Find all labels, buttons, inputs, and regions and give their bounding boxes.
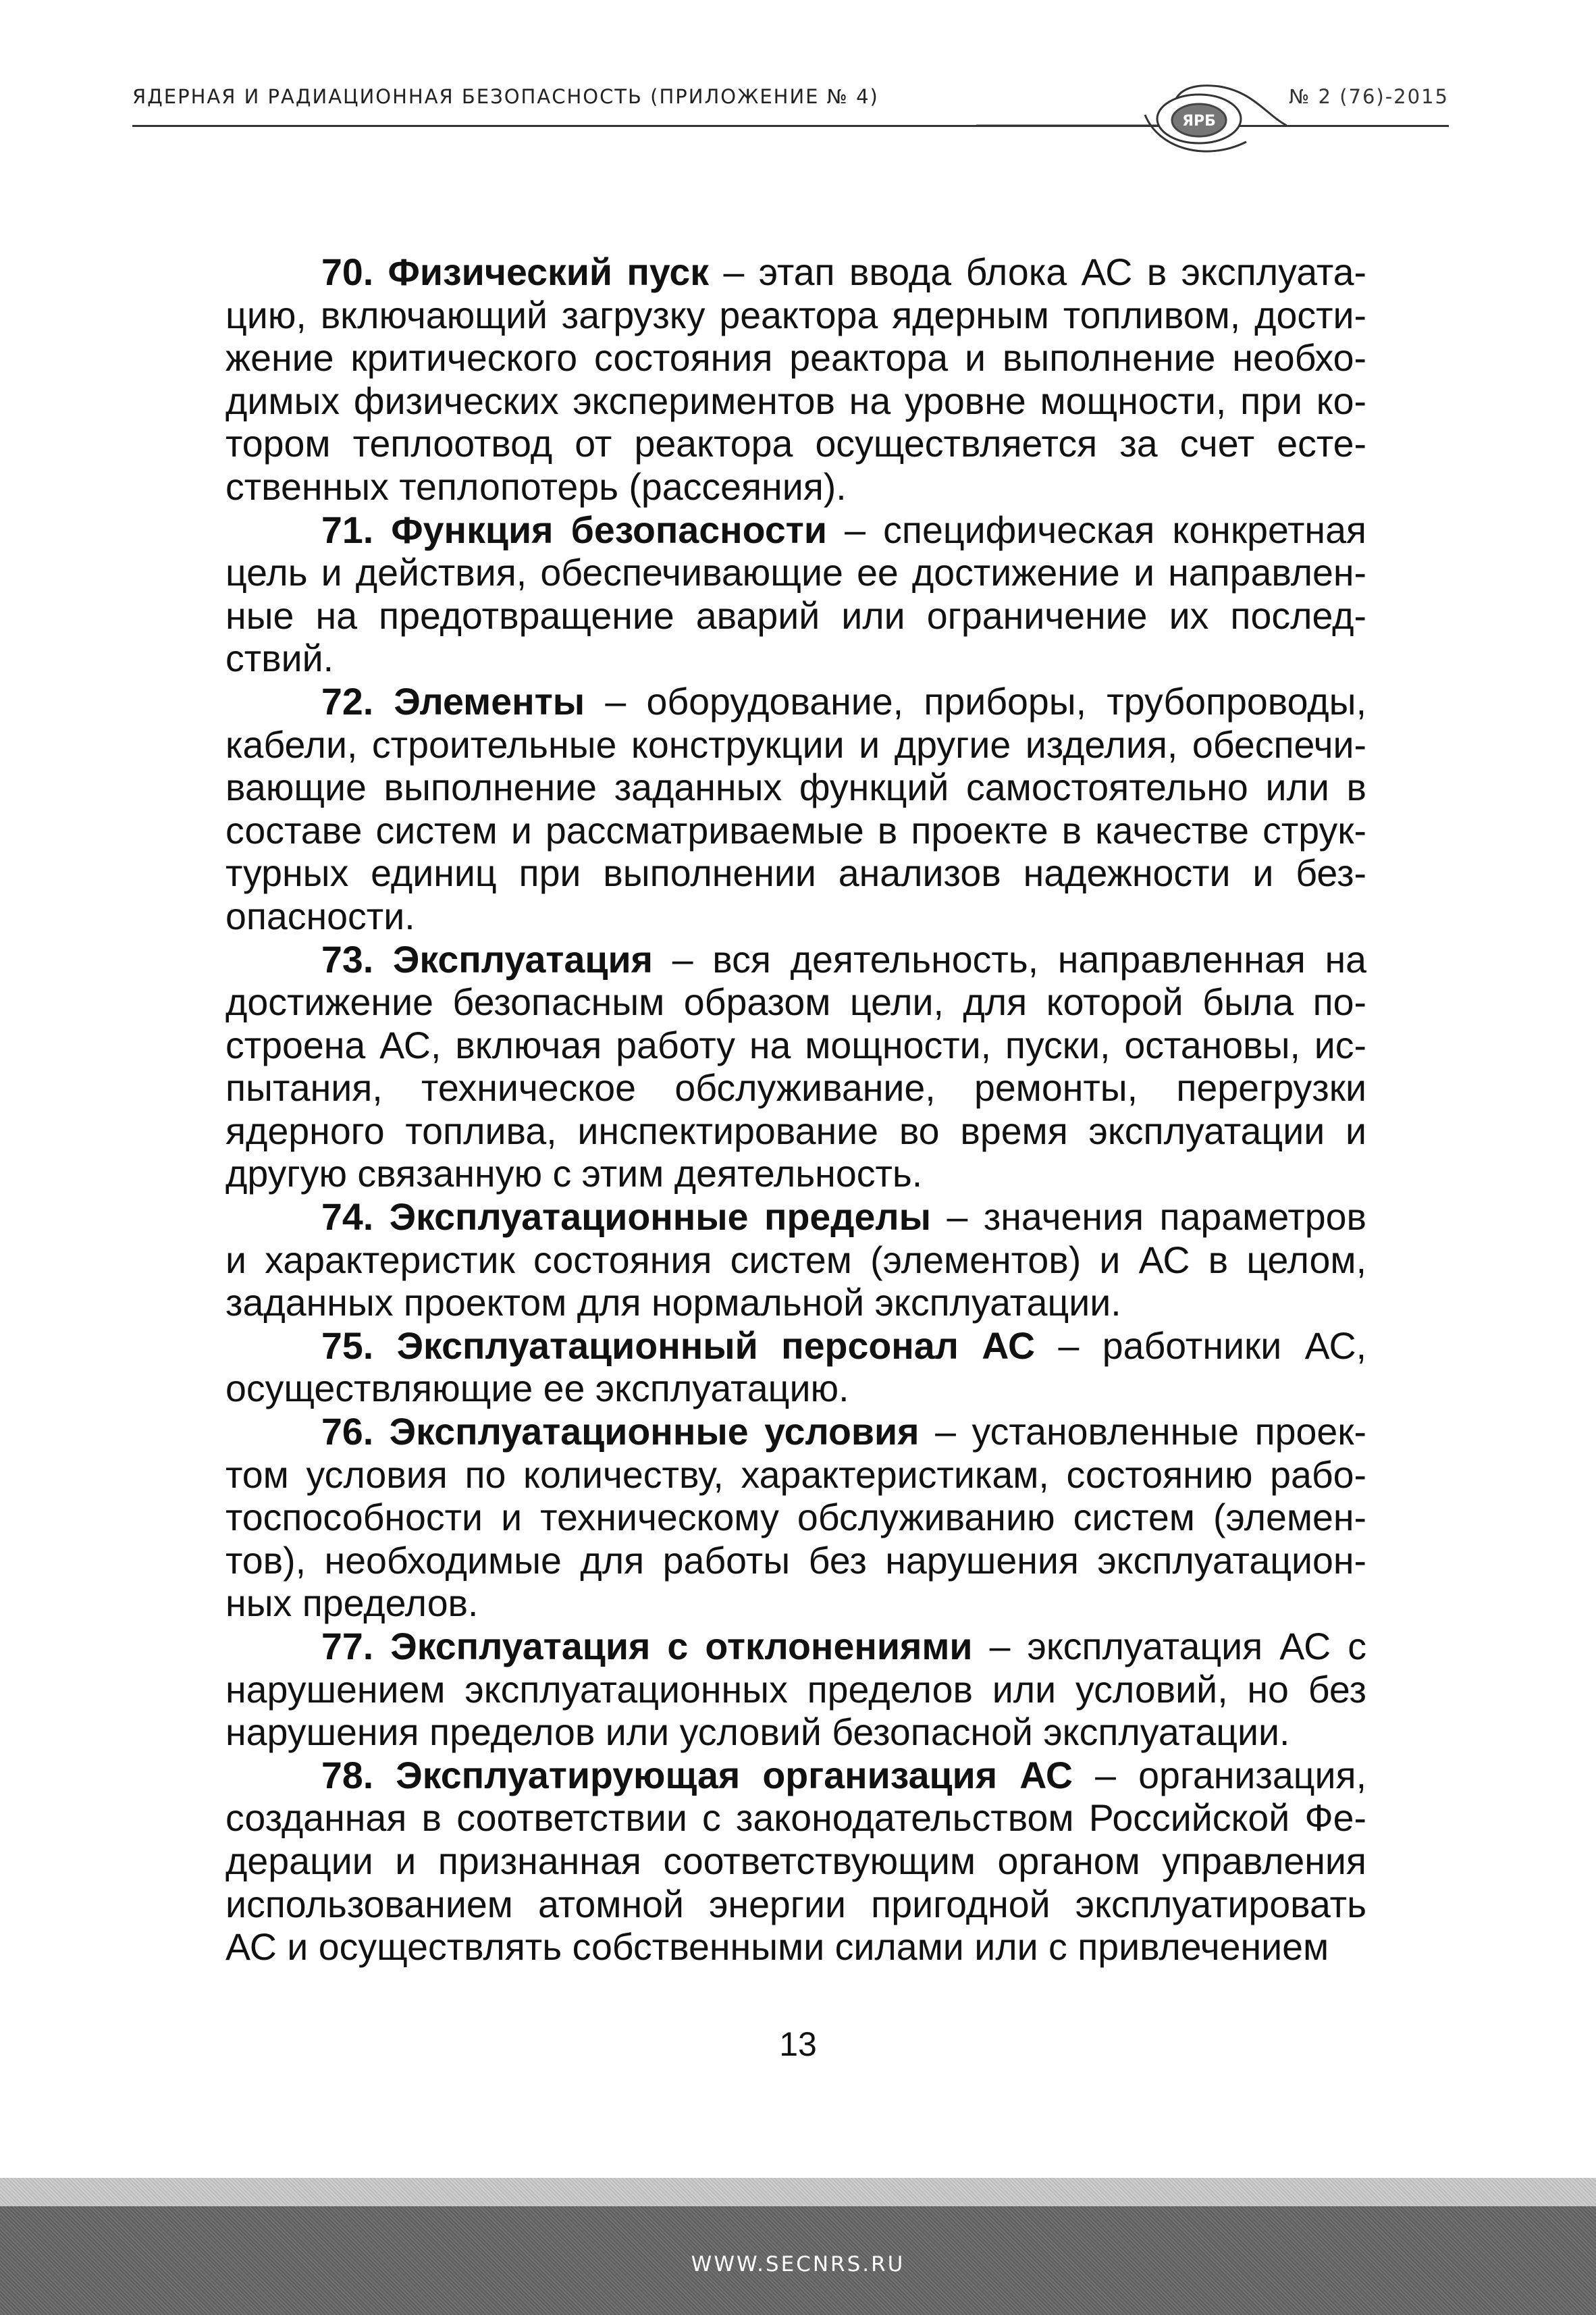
- footer-url: WWW.SECNRS.RU: [691, 2252, 905, 2277]
- footer-stripe: [0, 2178, 1596, 2206]
- term-71: 71. Функция безопасности: [321, 509, 827, 551]
- journal-logo: [976, 74, 1287, 162]
- document-body: [225, 251, 1366, 1969]
- term-74: 74. Эксплуатационные пределы: [321, 1196, 932, 1239]
- definition-74: [225, 1196, 1366, 1325]
- definition-72: [225, 681, 1366, 939]
- term-72: 72. Элементы: [321, 680, 585, 723]
- page-footer: [0, 2178, 1596, 2315]
- logo-text: ЯРБ: [1182, 113, 1216, 130]
- issue-number: № 2 (76)-2015: [1289, 85, 1449, 108]
- term-70: 70. Физический пуск: [321, 251, 710, 293]
- definition-78: [225, 1754, 1366, 1969]
- term-76: 76. Эксплуатационные условия: [321, 1411, 920, 1453]
- definition-77: [225, 1625, 1366, 1754]
- definition-text-75: – работники АС, осуществляющие ее эксплуатацию.: [225, 1324, 1366, 1410]
- term-78: 78. Эксплуатирующая организация АС: [321, 1754, 1073, 1796]
- definition-text-73: – вся деятельность, направленная на достижение безопасным образом цели, для которой была построена АС, включая работу на мощности, пуски, остановы, испытания, техническое обслуживание, ремонты, перегрузки ядерного топлива, инспектирование во время эксплуатации и другую связанную с этим деятельность.: [225, 938, 1367, 1195]
- definition-75: [225, 1325, 1366, 1411]
- term-73: 73. Эксплуатация: [321, 938, 653, 981]
- definition-73: [225, 939, 1366, 1197]
- definition-text-78: – организация, созданная в соответствии с законодательством Российской Федерации и признанная соответствующим органом управления использованием атомной энергии пригодной эксплуатировать АС и осуществлять собственными силами или с привлечением: [225, 1754, 1366, 1969]
- definition-text-71: – специфическая конкретная цель и действия, обеспечивающие ее достижение и направленные на предотвращение аварий или ограничение их последствий.: [225, 509, 1366, 680]
- definition-text-72: – оборудование, приборы, трубопроводы, кабели, строительные конструкции и другие изделия, обеспечивающие выполнение заданных функций самостоятельно или в составе систем и рассматриваемые в проекте в качестве структурных единиц при выполнении анализов надежности и безопасности.: [225, 680, 1366, 937]
- definition-text-70: – этап ввода блока АС в эксплуатацию, включающий загрузку реактора ядерным топливом, достижение критического состояния реактора и выполнение необходимых физических экспериментов на уровне мощности, при котором теплоотвод от реактора осуществляется за счет естественных теплопотерь (рассеяния).: [225, 251, 1367, 508]
- journal-title: ЯДЕРНАЯ И РАДИАЦИОННАЯ БЕЗОПАСНОСТЬ (ПРИЛОЖЕНИЕ № 4): [132, 85, 879, 108]
- definition-71: [225, 509, 1366, 681]
- definition-text-74: – значения параметров и характеристик состояния систем (элементов) и АС в целом, заданных проектом для нормальной эксплуатации.: [225, 1196, 1366, 1324]
- page-number: 13: [779, 2025, 817, 2063]
- definition-text-77: – эксплуатация АС с нарушением эксплуатационных пределов или условий, но без нарушения пределов или условий безопасной эксплуатации.: [225, 1625, 1366, 1754]
- term-77: 77. Эксплуатация с отклонениями: [321, 1625, 973, 1667]
- definition-70: [225, 251, 1366, 509]
- page-header: [132, 74, 1449, 149]
- definition-text-76: – установленные проектом условия по количеству, характеристикам, состоянию работоспособности и техническому обслуживанию систем (элементов), необходимые для работы без нарушения эксплуатационных пределов.: [225, 1411, 1366, 1625]
- term-75: 75. Эксплуатационный персонал АС: [321, 1324, 1036, 1367]
- definition-76: [225, 1411, 1366, 1625]
